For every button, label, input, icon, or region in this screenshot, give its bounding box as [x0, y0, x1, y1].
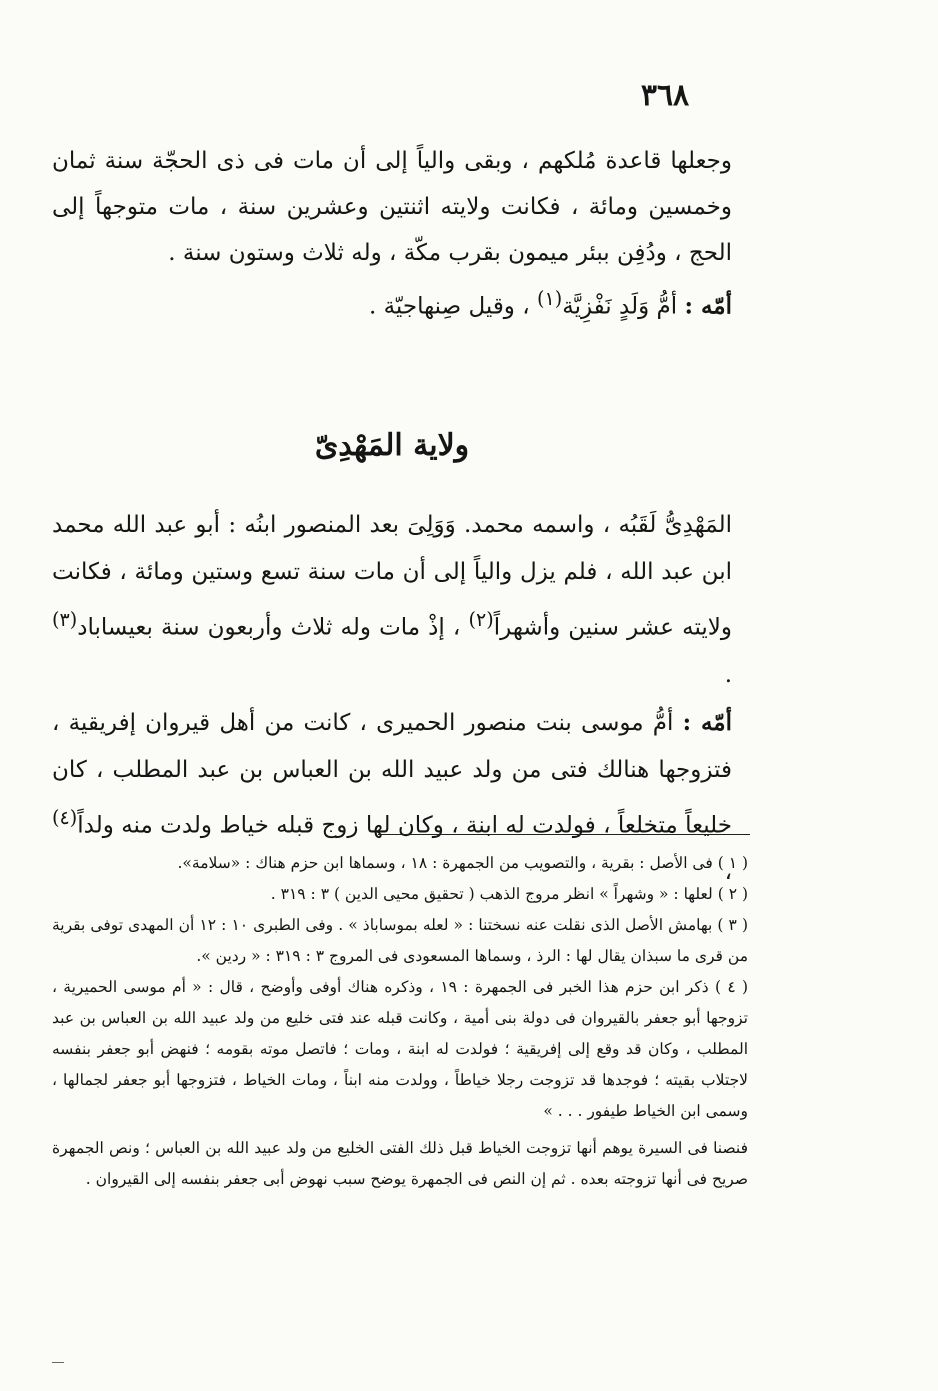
footnote-2 [52, 879, 748, 910]
footnote-4-label: ( ٤ ) [714, 978, 748, 996]
body-para1-end: . [724, 661, 732, 688]
intro-section [52, 138, 732, 330]
corner-mark [52, 1362, 64, 1363]
mother-text: أمُّ وَلَدٍ نَفْزِيَّة [562, 293, 678, 320]
section-heading: ولاية المَهْدِىّ [314, 428, 470, 463]
footnote-ref-2: (٢) [468, 608, 494, 631]
footnote-3 [52, 910, 748, 972]
footnote-2-label: ( ٢ ) [717, 885, 748, 903]
body-para2-end: ، [724, 859, 732, 886]
footnote-3-text: بهامش الأصل الذى نقلت عنه نسختنا : « لعله بموساباذ » . وفى الطبرى ١٠ : ١٢ أن المهدى توفى بقرية من قرى ما سبذان يقال لها : الرذ ، وسماها المسعودى فى المروج ٣ : ٣١٩ : « ردين ». [52, 916, 748, 965]
body-para2-text: أمُّ موسى بنت منصور الحميرى ، كانت من أهل قيروان إفريقية ، فتزوجها هنالك فتى من ولد عبيد الله بن العباس بن عبد المطلب ، كان خليعاً متخلعاً ، فولدت له ابنة ، وكان لها زوج قبله خياط ولدت منه ولداً [52, 709, 732, 839]
body-section [52, 502, 732, 896]
footnote-1-label: ( ١ ) [717, 854, 748, 872]
mother-rest: ، وقيل صِنهاجيّة . [368, 293, 530, 320]
body-para1-text: المَهْدِىُّ لَقَبُه ، واسمه محمد. وَوَلِىَ بعد المنصور ابنُه : أبو عبد الله محمد ابن عبد الله ، فلم يزل والياً إلى أن مات سنة تسع وستين ومائة ، فكانت ولايته عشر سنين وأشهراً [52, 512, 733, 641]
body-mother-label: أمّه : [682, 708, 732, 736]
page-number: ٣٦٨ [640, 78, 690, 113]
footnote-ref-4: (٤) [52, 805, 78, 829]
footnote-4 [52, 972, 748, 1127]
intro-paragraph: وجعلها قاعدة مُلكهم ، وبقى والياً إلى أن مات فى ذى الحجّة سنة ثمان وخمسين ومائة ، فكانت ولايته اثنتين وعشرين سنة ، مات متوجهاً إلى الحج ، ودُفِن ببئر ميمون بقرب مكّة ، وله ثلاث وستون سنة . [52, 148, 732, 266]
body-paragraph-1 [52, 502, 732, 699]
footnote-1 [52, 848, 748, 879]
footnote-ref-1: (١) [536, 287, 563, 310]
footnote-3-label: ( ٣ ) [717, 916, 748, 934]
footnotes [52, 848, 748, 1195]
footnote-divider [378, 834, 750, 835]
mother-label: أمّه : [684, 292, 732, 320]
footnote-4-continuation: فنصنا فى السيرة يوهم أنها تزوجت الخياط قبل ذلك الفتى الخليع من ولد عبيد الله بن العباس ؛ ونص الجمهرة صريح فى أنها تزوجته بعده . ثم إن النص فى الجمهرة يوضح سبب نهوض أبى جعفر بنفسه إلى القيروان . [52, 1139, 748, 1188]
body-para1-mid: ، إذْ مات وله ثلاث وأربعون سنة بعيساباد [77, 614, 461, 641]
footnote-4-text: ذكر ابن حزم هذا الخبر فى الجمهرة : ١٩ ، وذكره هناك أوفى وأوضح ، قال : « أم موسى الحميرية ، تزوجها أبو جعفر بالقيروان فى دولة بنى أمية ، وكانت قبله عند فتى خليع من ولد عبيد الله بن العباس بن عبد المطلب ، وكان قد وقع إلى إفريقية ؛ فولدت له ابنة ، ومات ؛ فاتصل موته بقومه ؛ فنهض أبو جعفر بنفسه لاجتلاب بقيته ؛ فوجدها قد تزوجت رجلا خياطاً ، وولدت منه ابناً ، ومات الخياط ، فتزوجها أبو جعفر لجمالها ، وسمى ابن الخياط طيفور . . . » [52, 978, 748, 1120]
footnote-ref-3: (٣) [52, 608, 78, 631]
footnote-1-text: فى الأصل : بقرية ، والتصويب من الجمهرة : ١٨ ، وسماها ابن حزم هناك : «سلامة». [177, 854, 713, 872]
intro-mother-paragraph [52, 276, 732, 330]
footnote-2-text: لعلها : « وشهراً » انظر مروج الذهب ( تحقيق محيى الدين ) ٣ : ٣١٩ . [270, 885, 713, 903]
